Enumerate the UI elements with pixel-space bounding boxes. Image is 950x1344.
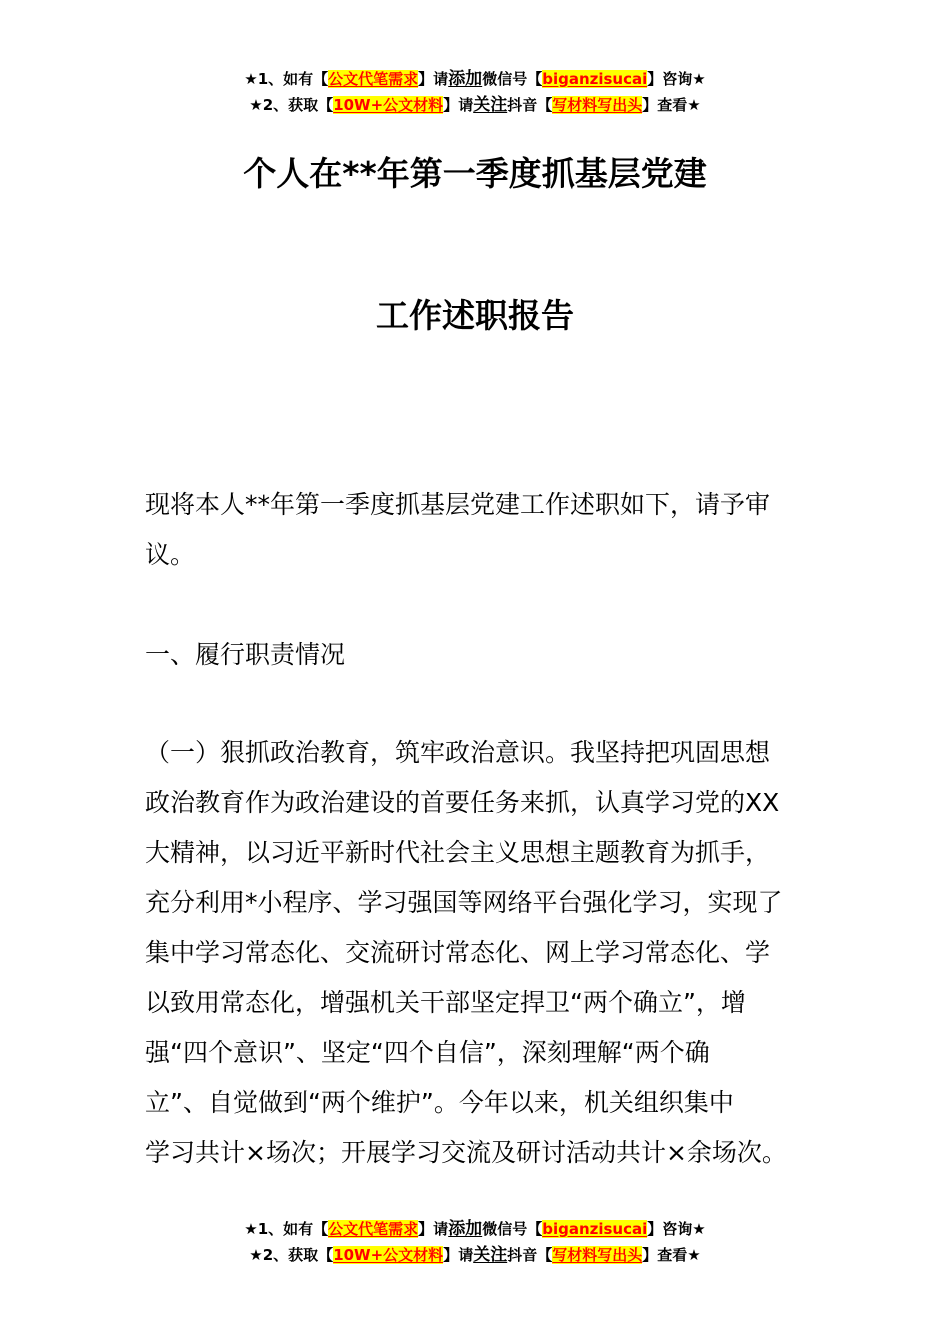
- banner-highlight-douyin: 写材料写出头: [552, 96, 643, 114]
- star-icon: ★: [249, 96, 263, 114]
- section-heading: 一、履行职责情况: [145, 640, 346, 669]
- banner-line-2: ★2、获取【10W+公文材料】请关注抖音【写材料写出头】查看★: [249, 1245, 701, 1265]
- banner-emphasis-add: 添加: [448, 69, 483, 89]
- banner-line-1: ★1、如有【公文代笔需求】请添加微信号【biganzisucai】咨询★: [244, 69, 706, 89]
- banner-highlight-materials: 10W+公文材料: [333, 1246, 444, 1264]
- banner-highlight-service: 公文代笔需求: [328, 1220, 419, 1238]
- banner-line-2: ★2、获取【10W+公文材料】请关注抖音【写材料写出头】查看★: [249, 95, 701, 115]
- banner-highlight-materials: 10W+公文材料: [333, 96, 444, 114]
- banner-highlight-wechat-id: biganzisucai: [542, 1220, 648, 1238]
- star-icon: ★: [244, 1220, 258, 1238]
- banner-highlight-wechat-id: biganzisucai: [542, 70, 648, 88]
- top-banner: [0, 66, 950, 118]
- banner-emphasis-follow: 关注: [473, 1245, 508, 1265]
- intro-paragraph: 现将本人**年第一季度抓基层党建工作述职如下，请予审 议。: [145, 490, 771, 569]
- paragraph-1: （一）狠抓政治教育，筑牢政治意识。我坚持把巩固思想 政治教育作为政治建设的首要任务来抓，认真学习党的XX 大精神，以习近平新时代社会主义思想主题教育为抓手， 充分利用*小程序、学习强国等网络平台强化学习，实现了 集中学习常态化、交流研讨常态化、网上学习常态化、学 以致用常态化，增强机关干部坚定捍卫“两个确立”，增 强“四个意识”、坚定“四个自信”，深刻理解“两个确 立”、自觉做到“两个维护”。今年以来，机关组织集中 学习共计×场次；开展学习交流及研讨活动共计×余场次。: [145, 738, 787, 1167]
- banner-emphasis-follow: 关注: [473, 95, 508, 115]
- document-title-line-2: 工作述职报告: [376, 296, 574, 335]
- document-title-line-1: 个人在**年第一季度抓基层党建: [243, 154, 707, 193]
- star-icon: ★: [244, 70, 258, 88]
- bottom-banner: [0, 1216, 950, 1268]
- banner-emphasis-add: 添加: [448, 1219, 483, 1239]
- banner-line-1: ★1、如有【公文代笔需求】请添加微信号【biganzisucai】咨询★: [244, 1219, 706, 1239]
- banner-highlight-service: 公文代笔需求: [328, 70, 419, 88]
- star-icon: ★: [249, 1246, 263, 1264]
- banner-highlight-douyin: 写材料写出头: [552, 1246, 643, 1264]
